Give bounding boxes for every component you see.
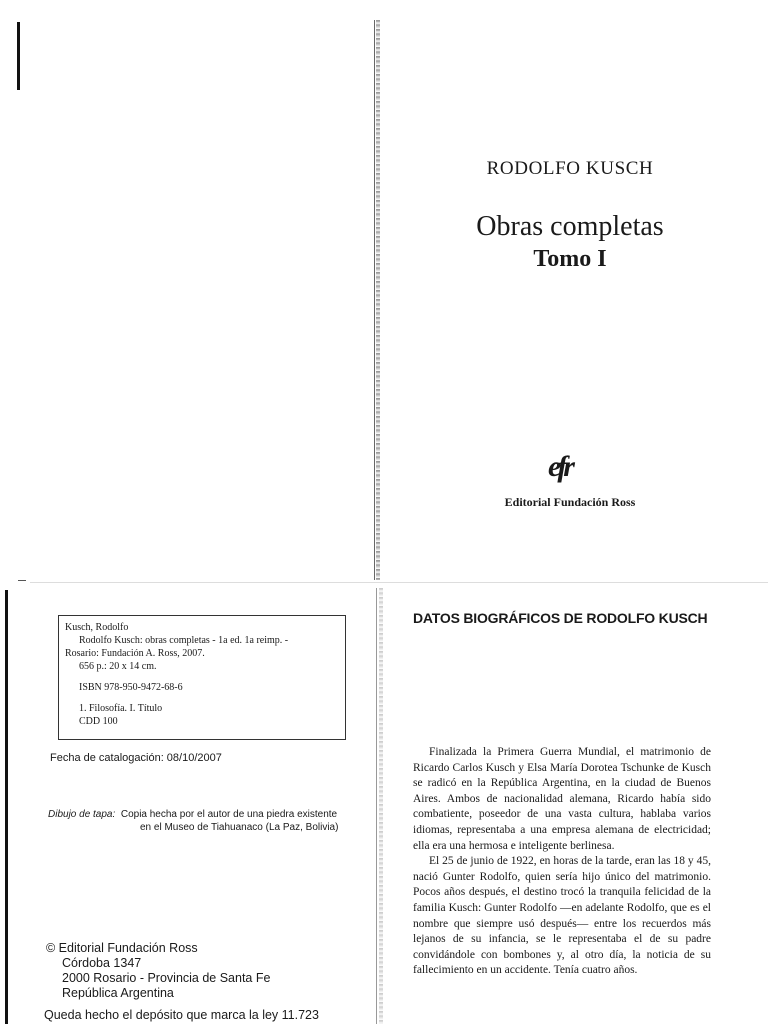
cover-drawing-text-2: en el Museo de Tiahuanaco (La Paz, Bolivia): [140, 822, 339, 833]
author-name: RODOLFO KUSCH: [486, 158, 654, 179]
bio-body: [413, 745, 711, 979]
scan-edge-top-left: [17, 22, 20, 90]
catalog-line: Kusch, Rodolfo: [65, 622, 129, 633]
cover-drawing-label: Dibujo de tapa:: [48, 809, 116, 820]
bio-heading: DATOS BIOGRÁFICOS DE RODOLFO KUSCH: [413, 610, 708, 626]
page-divider: [30, 582, 768, 583]
catalog-line: 656 p.: 20 x 14 cm.: [79, 661, 157, 672]
scan-tick: [18, 580, 26, 581]
bio-paragraph: Finalizada la Primera Guerra Mundial, el matrimonio de Ricardo Carlos Kusch y Elsa María Dorotea Tschunke de Kusch se radicó en la República Argentina, en la ciudad de Buenos Aires. Ambos de nacionalidad alemana, Ricardo había sido combatiente, poseedor de una vasta cultura, hablaba varios idiomas, representaba a una empresa alemana de electricidad; ella era una hermosa e inteligente berlinesa.: [413, 746, 711, 852]
volume-label: Tomo I: [533, 246, 607, 272]
catalog-line: Rodolfo Kusch: obras completas - 1a ed. 1a reimp. -: [79, 635, 289, 646]
catalog-date: Fecha de catalogación: 08/10/2007: [50, 752, 222, 764]
cover-drawing-text: Copia hecha por el autor de una piedra existente: [120, 809, 338, 820]
catalog-line: 1. Filosofía. I. Título: [79, 703, 163, 714]
gutter-line-top: [374, 20, 375, 580]
cover-drawing-note: [48, 808, 338, 834]
address-line: 2000 Rosario - Provincia de Santa Fe: [62, 971, 271, 985]
bio-paragraph: El 25 de junio de 1922, en horas de la tarde, eran las 18 y 45, nació Gunter Rodolfo, quien sería hijo único del matrimonio. Pocos años después, el destino trocó la tranquila felicidad de la familia Kusch: Gunter Rodolfo —en adelante Rodolfo, que es el nombre que siempre usó después— entre los recuerdos más lejanos de su infancia, se le representaba el de su padre convidándole con bombones y, al otro día, la noticia de su fallecimiento en un accidente. Tenía cuatro años.: [413, 855, 711, 977]
publisher-address: [46, 941, 270, 1001]
publisher-logo: efr: [548, 450, 571, 483]
catalog-card: [58, 615, 346, 740]
legal-deposit: Queda hecho el depósito que marca la ley 11.723: [44, 1008, 319, 1022]
catalog-cdd: CDD 100: [79, 716, 118, 727]
scan-edge-bottom-left: [5, 590, 8, 1024]
gutter-line-bottom: [376, 588, 377, 1024]
catalog-isbn: ISBN 978-950-9472-68-6: [79, 682, 183, 693]
address-line: © Editorial Fundación Ross: [46, 941, 198, 955]
gutter-shadow-top: [376, 20, 380, 580]
publisher-name: Editorial Fundación Ross: [504, 495, 636, 509]
gutter-shadow-bottom: [379, 588, 383, 1024]
address-line: Córdoba 1347: [62, 956, 142, 970]
catalog-line: Rosario: Fundación A. Ross, 2007.: [65, 648, 205, 659]
book-title: Obras completas: [476, 211, 664, 242]
address-line: República Argentina: [62, 986, 174, 1000]
